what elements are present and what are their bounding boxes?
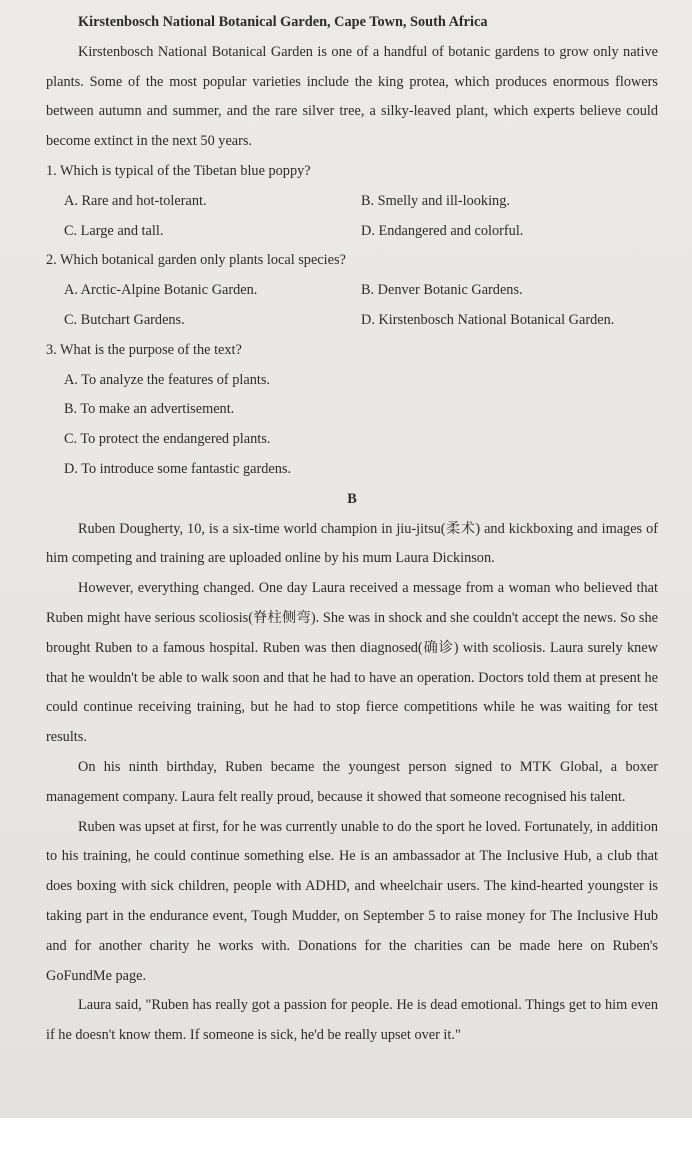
option-c: C. Butchart Gardens. <box>64 311 185 328</box>
question-1 <box>46 157 658 246</box>
passage-a-paragraph: Kirstenbosch National Botanical Garden is one of a handful of botanic gardens to grow only native plants. Some of the most popular varieties include the king protea, which produces enormous flowers between autumn and summer, and the rare silver tree, a silky-leaved plant, which experts believe could become extinct in the next 50 years. <box>46 43 658 150</box>
passage-b-paragraph: On his ninth birthday, Ruben became the youngest person signed to MTK Global, a boxer management company. Laura felt really proud, because it showed that someone recognised his talent. <box>46 758 658 805</box>
option-b: B. Denver Botanic Gardens. <box>361 282 523 299</box>
question-3 <box>46 336 658 485</box>
option-d: D. To introduce some fantastic gardens. <box>64 460 292 477</box>
passage-title: Kirstenbosch National Botanical Garden, Cape Town, South Africa <box>78 14 488 30</box>
option-d: D. Endangered and colorful. <box>361 222 524 239</box>
option-c: C. To protect the endangered plants. <box>64 431 271 448</box>
option-a: A. Arctic-Alpine Botanic Garden. <box>64 282 258 299</box>
document-content <box>46 8 658 1051</box>
option-b: B. To make an advertisement. <box>64 401 235 418</box>
option-b: B. Smelly and ill-looking. <box>361 192 510 209</box>
passage-b-paragraph: Ruben Dougherty, 10, is a six-time world champion in jiu-jitsu(柔术) and kickboxing and images of him competing and training are uploaded online by his mum Laura Dickinson. <box>46 520 658 567</box>
passage-b-paragraph: Laura said, "Ruben has really got a passion for people. He is dead emotional. Things get to him even if he doesn't know them. If someone is sick, he'd be really upset over it." <box>46 997 658 1044</box>
option-d: D. Kirstenbosch National Botanical Garden. <box>361 311 615 328</box>
question-stem: 2. Which botanical garden only plants local species? <box>46 252 346 269</box>
options-row <box>46 276 658 306</box>
option-a: A. To analyze the features of plants. <box>64 371 270 388</box>
section-heading: B <box>347 490 357 507</box>
question-stem: 1. Which is typical of the Tibetan blue poppy? <box>46 162 311 179</box>
bottom-margin <box>0 1118 692 1156</box>
options-row <box>46 217 658 247</box>
option-c: C. Large and tall. <box>64 222 164 239</box>
question-stem: 3. What is the purpose of the text? <box>46 341 242 358</box>
question-2 <box>46 246 658 335</box>
passage-b-paragraph: However, everything changed. One day Laura received a message from a woman who believed that Ruben might have serious scoliosis(脊柱侧弯). She was in shock and she couldn't accept the news. So she brought Ruben to a famous hospital. Ruben was then diagnosed(确诊) with scoliosis. Laura surely knew that he wouldn't be able to walk soon and that he had to have an operation. Doctors told them at present he could continue receiving training, but he had to stop fierce competitions while he was waiting for test results. <box>46 580 658 746</box>
passage-b-paragraph: Ruben was upset at first, for he was currently unable to do the sport he loved. Fortunately, in addition to his training, he could continue something else. He is an ambassador at The Inclusive Hub, a club that does boxing with sick children, people with ADHD, and wheelchair users. The kind-hearted youngster is taking part in the endurance event, Tough Mudder, on September 5 to raise money for The Inclusive Hub and for another charity he works with. Donations for the charities can be made here on Ruben's GoFundMe page. <box>46 818 658 984</box>
options-row <box>46 187 658 217</box>
options-row <box>46 306 658 336</box>
option-a: A. Rare and hot-tolerant. <box>64 192 207 209</box>
